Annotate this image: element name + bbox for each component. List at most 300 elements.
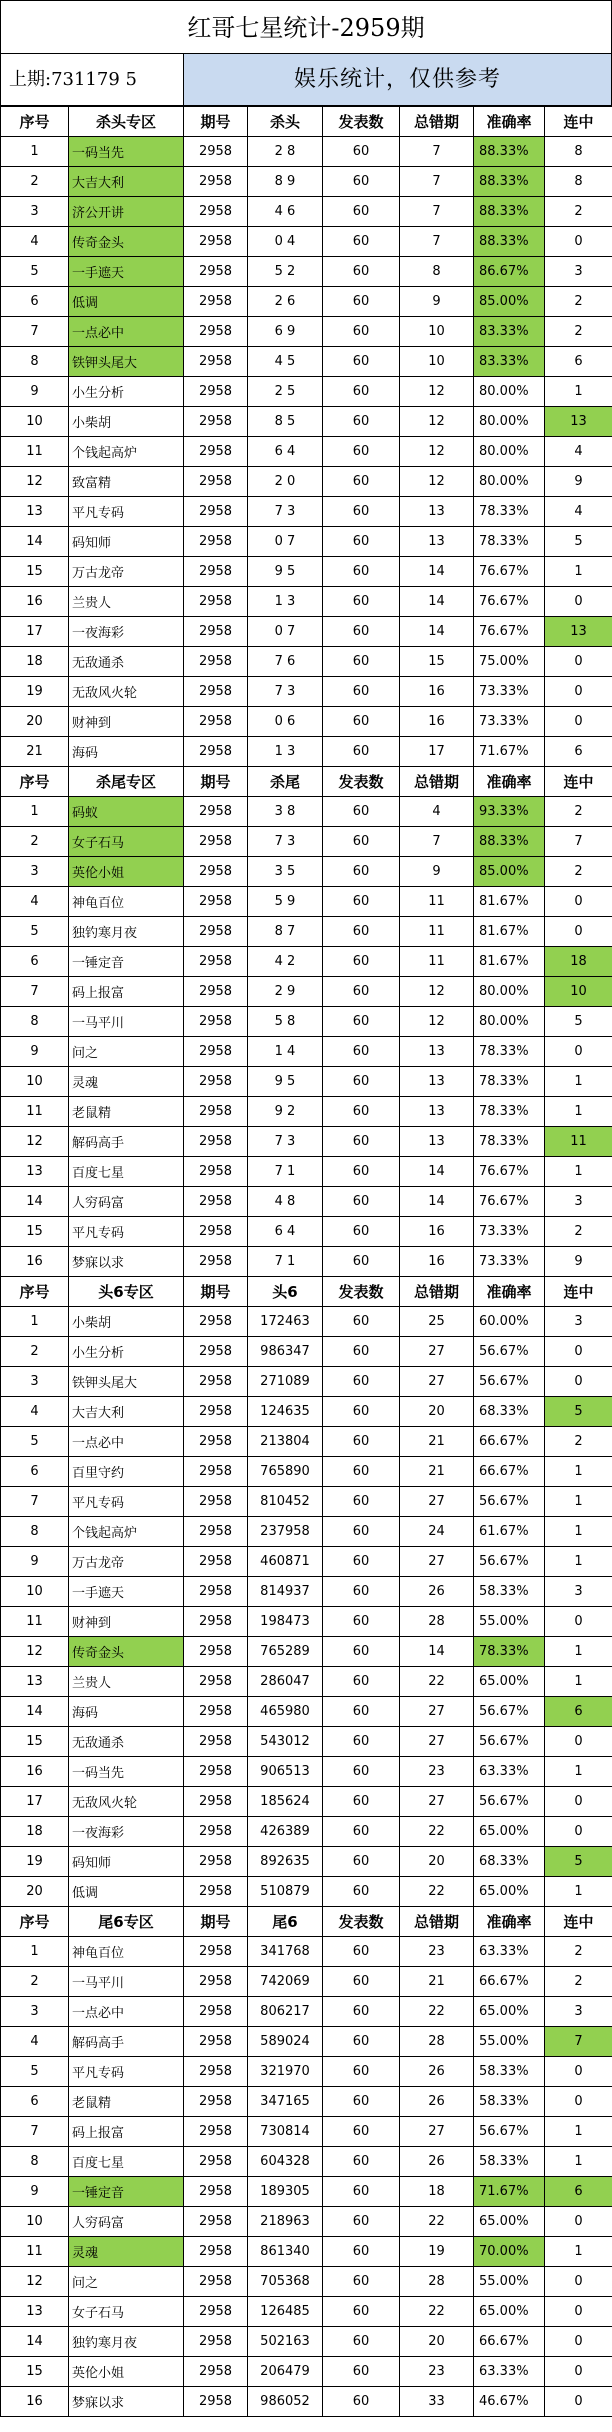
cell-errors: 4: [400, 797, 474, 827]
table-row: [1, 1847, 612, 1877]
cell-no: 9: [1, 2177, 69, 2207]
cell-period: 2958: [184, 257, 248, 287]
table-row: [1, 527, 612, 557]
table-row: [1, 617, 612, 647]
cell-no: 13: [1, 497, 69, 527]
table-row: [1, 917, 612, 947]
table-row: [1, 1637, 612, 1667]
cell-no: 11: [1, 437, 69, 467]
cell-errors: 10: [400, 347, 474, 377]
cell-no: 13: [1, 1667, 69, 1697]
cell-name: 码知师: [69, 1847, 184, 1877]
cell-no: 8: [1, 347, 69, 377]
cell-name: 济公开讲: [69, 197, 184, 227]
cell-count: 60: [323, 1967, 400, 1997]
table-row: [1, 1157, 612, 1187]
cell-count: 60: [323, 197, 400, 227]
cell-no: 16: [1, 587, 69, 617]
header-count: 发表数: [323, 107, 400, 137]
cell-accuracy: 55.00%: [474, 2027, 545, 2057]
cell-name: 灵魂: [69, 2237, 184, 2267]
cell-name: 大吉大利: [69, 167, 184, 197]
cell-errors: 11: [400, 947, 474, 977]
cell-errors: 26: [400, 2087, 474, 2117]
cell-period: 2958: [184, 1967, 248, 1997]
cell-no: 3: [1, 1367, 69, 1397]
header-value: 头6: [248, 1277, 323, 1307]
table-row: [1, 2207, 612, 2237]
cell-period: 2958: [184, 227, 248, 257]
table-row: [1, 1217, 612, 1247]
cell-errors: 7: [400, 137, 474, 167]
cell-period: 2958: [184, 527, 248, 557]
cell-accuracy: 81.67%: [474, 887, 545, 917]
header-streak: 连中: [545, 767, 612, 797]
cell-no: 2: [1, 1967, 69, 1997]
cell-count: 60: [323, 2147, 400, 2177]
cell-no: 12: [1, 1637, 69, 1667]
section-header-row: [1, 767, 612, 797]
cell-count: 60: [323, 137, 400, 167]
cell-accuracy: 58.33%: [474, 2147, 545, 2177]
header-accuracy: 准确率: [474, 1907, 545, 1937]
cell-name: 灵魂: [69, 1067, 184, 1097]
cell-name: 码蚁: [69, 797, 184, 827]
cell-count: 60: [323, 857, 400, 887]
cell-no: 10: [1, 1067, 69, 1097]
cell-accuracy: 65.00%: [474, 1817, 545, 1847]
cell-value: 5 8: [248, 1007, 323, 1037]
cell-count: 60: [323, 977, 400, 1007]
cell-period: 2958: [184, 1607, 248, 1637]
cell-count: 60: [323, 1157, 400, 1187]
cell-streak: 0: [545, 887, 612, 917]
cell-accuracy: 73.33%: [474, 677, 545, 707]
cell-count: 60: [323, 2087, 400, 2117]
cell-accuracy: 81.67%: [474, 947, 545, 977]
cell-streak: 1: [545, 1877, 612, 1907]
cell-errors: 21: [400, 1967, 474, 1997]
table-row: [1, 587, 612, 617]
cell-no: 3: [1, 197, 69, 227]
table-row: [1, 2237, 612, 2267]
cell-streak: 1: [545, 377, 612, 407]
cell-period: 2958: [184, 347, 248, 377]
cell-name: 无敌风火轮: [69, 677, 184, 707]
cell-errors: 27: [400, 1547, 474, 1577]
cell-period: 2958: [184, 1727, 248, 1757]
cell-errors: 13: [400, 1037, 474, 1067]
cell-streak: 6: [545, 1697, 612, 1727]
cell-errors: 8: [400, 257, 474, 287]
header-streak: 连中: [545, 1277, 612, 1307]
cell-name: 无敌通杀: [69, 647, 184, 677]
header-count: 发表数: [323, 767, 400, 797]
cell-accuracy: 61.67%: [474, 1517, 545, 1547]
cell-count: 60: [323, 1367, 400, 1397]
cell-errors: 18: [400, 2177, 474, 2207]
cell-errors: 27: [400, 1367, 474, 1397]
table-row: [1, 2297, 612, 2327]
cell-count: 60: [323, 1397, 400, 1427]
cell-accuracy: 46.67%: [474, 2387, 545, 2417]
cell-streak: 3: [545, 1577, 612, 1607]
cell-streak: 5: [545, 527, 612, 557]
cell-period: 2958: [184, 1847, 248, 1877]
table-row: [1, 677, 612, 707]
table-row: [1, 1097, 612, 1127]
cell-value: 124635: [248, 1397, 323, 1427]
table-row: [1, 707, 612, 737]
cell-name: 一码当先: [69, 1757, 184, 1787]
cell-streak: 0: [545, 227, 612, 257]
cell-count: 60: [323, 1787, 400, 1817]
cell-name: 一锤定音: [69, 947, 184, 977]
cell-no: 1: [1, 137, 69, 167]
cell-accuracy: 63.33%: [474, 1937, 545, 1967]
cell-count: 60: [323, 1487, 400, 1517]
cell-name: 百里守约: [69, 1457, 184, 1487]
cell-errors: 33: [400, 2387, 474, 2417]
cell-period: 2958: [184, 137, 248, 167]
cell-streak: 7: [545, 2027, 612, 2057]
table-row: [1, 167, 612, 197]
cell-accuracy: 56.67%: [474, 1547, 545, 1577]
cell-name: 女子石马: [69, 2297, 184, 2327]
cell-count: 60: [323, 1937, 400, 1967]
cell-value: 589024: [248, 2027, 323, 2057]
cell-count: 60: [323, 1337, 400, 1367]
cell-accuracy: 78.33%: [474, 1127, 545, 1157]
cell-count: 60: [323, 2327, 400, 2357]
cell-streak: 1: [545, 1457, 612, 1487]
disclaimer-banner: 娱乐统计，仅供参考: [184, 54, 611, 105]
cell-value: 126485: [248, 2297, 323, 2327]
cell-name: 万古龙帝: [69, 1547, 184, 1577]
cell-value: 7 3: [248, 827, 323, 857]
cell-period: 2958: [184, 1757, 248, 1787]
cell-count: 60: [323, 647, 400, 677]
cell-streak: 2: [545, 1937, 612, 1967]
cell-name: 一夜海彩: [69, 1817, 184, 1847]
cell-name: 海码: [69, 737, 184, 767]
cell-streak: 0: [545, 1727, 612, 1757]
cell-value: 1 3: [248, 587, 323, 617]
cell-streak: 6: [545, 347, 612, 377]
cell-no: 17: [1, 1787, 69, 1817]
cell-value: 730814: [248, 2117, 323, 2147]
cell-name: 一马平川: [69, 1007, 184, 1037]
cell-streak: 10: [545, 977, 612, 1007]
cell-period: 2958: [184, 2237, 248, 2267]
cell-accuracy: 55.00%: [474, 2267, 545, 2297]
cell-accuracy: 80.00%: [474, 1007, 545, 1037]
cell-name: 平凡专码: [69, 1487, 184, 1517]
cell-value: 7 3: [248, 497, 323, 527]
cell-accuracy: 65.00%: [474, 2297, 545, 2327]
cell-name: 财神到: [69, 1607, 184, 1637]
cell-streak: 4: [545, 497, 612, 527]
cell-errors: 20: [400, 1397, 474, 1427]
header-period: 期号: [184, 1907, 248, 1937]
header-zone: 杀头专区: [69, 107, 184, 137]
cell-errors: 12: [400, 467, 474, 497]
cell-period: 2958: [184, 2267, 248, 2297]
cell-no: 11: [1, 1097, 69, 1127]
cell-streak: 1: [545, 2117, 612, 2147]
cell-accuracy: 80.00%: [474, 467, 545, 497]
cell-period: 2958: [184, 1787, 248, 1817]
cell-accuracy: 58.33%: [474, 2087, 545, 2117]
cell-accuracy: 76.67%: [474, 617, 545, 647]
cell-value: 189305: [248, 2177, 323, 2207]
cell-value: 4 2: [248, 947, 323, 977]
cell-period: 2958: [184, 1817, 248, 1847]
cell-streak: 0: [545, 2267, 612, 2297]
cell-value: 814937: [248, 1577, 323, 1607]
cell-no: 2: [1, 167, 69, 197]
cell-name: 老鼠精: [69, 1097, 184, 1127]
table-row: [1, 2027, 612, 2057]
cell-streak: 1: [545, 1067, 612, 1097]
cell-name: 铁钾头尾大: [69, 347, 184, 377]
cell-count: 60: [323, 1577, 400, 1607]
cell-period: 2958: [184, 557, 248, 587]
cell-accuracy: 66.67%: [474, 2327, 545, 2357]
cell-period: 2958: [184, 1937, 248, 1967]
cell-errors: 15: [400, 647, 474, 677]
cell-no: 6: [1, 1457, 69, 1487]
cell-streak: 1: [545, 1517, 612, 1547]
cell-streak: 0: [545, 2057, 612, 2087]
cell-name: 一夜海彩: [69, 617, 184, 647]
cell-errors: 21: [400, 1427, 474, 1457]
cell-value: 465980: [248, 1697, 323, 1727]
cell-streak: 2: [545, 317, 612, 347]
cell-value: 0 6: [248, 707, 323, 737]
cell-period: 2958: [184, 1067, 248, 1097]
cell-name: 无敌通杀: [69, 1727, 184, 1757]
cell-name: 人穷码富: [69, 1187, 184, 1217]
table-row: [1, 1817, 612, 1847]
cell-count: 60: [323, 1517, 400, 1547]
cell-streak: 6: [545, 737, 612, 767]
cell-name: 无敌风火轮: [69, 1787, 184, 1817]
cell-accuracy: 73.33%: [474, 1217, 545, 1247]
cell-value: 6 4: [248, 1217, 323, 1247]
cell-count: 60: [323, 1697, 400, 1727]
cell-accuracy: 63.33%: [474, 1757, 545, 1787]
cell-errors: 14: [400, 587, 474, 617]
table-row: [1, 1997, 612, 2027]
table-row: [1, 2387, 612, 2417]
cell-streak: 0: [545, 677, 612, 707]
cell-no: 5: [1, 257, 69, 287]
cell-count: 60: [323, 1847, 400, 1877]
cell-no: 7: [1, 977, 69, 1007]
cell-count: 60: [323, 1637, 400, 1667]
cell-name: 独钓寒月夜: [69, 2327, 184, 2357]
cell-no: 8: [1, 1007, 69, 1037]
cell-streak: 3: [545, 1997, 612, 2027]
cell-value: 604328: [248, 2147, 323, 2177]
cell-errors: 22: [400, 1817, 474, 1847]
cell-streak: 3: [545, 1187, 612, 1217]
cell-period: 2958: [184, 437, 248, 467]
cell-value: 206479: [248, 2357, 323, 2387]
cell-value: 5 9: [248, 887, 323, 917]
cell-no: 5: [1, 2057, 69, 2087]
cell-accuracy: 83.33%: [474, 347, 545, 377]
cell-value: 7 3: [248, 677, 323, 707]
table-row: [1, 317, 612, 347]
cell-period: 2958: [184, 1397, 248, 1427]
cell-no: 5: [1, 1427, 69, 1457]
stats-table-body: [1, 107, 612, 2417]
cell-no: 7: [1, 2117, 69, 2147]
cell-errors: 28: [400, 1607, 474, 1637]
cell-no: 14: [1, 527, 69, 557]
table-row: [1, 1337, 612, 1367]
cell-period: 2958: [184, 2027, 248, 2057]
cell-count: 60: [323, 1457, 400, 1487]
cell-accuracy: 58.33%: [474, 1577, 545, 1607]
header-no: 序号: [1, 1907, 69, 1937]
cell-accuracy: 80.00%: [474, 437, 545, 467]
cell-no: 15: [1, 1217, 69, 1247]
cell-value: 0 7: [248, 617, 323, 647]
table-row: [1, 1247, 612, 1277]
cell-errors: 27: [400, 1727, 474, 1757]
cell-name: 万古龙帝: [69, 557, 184, 587]
cell-no: 3: [1, 857, 69, 887]
cell-no: 15: [1, 557, 69, 587]
cell-no: 12: [1, 2267, 69, 2297]
cell-streak: 1: [545, 1097, 612, 1127]
cell-name: 致富精: [69, 467, 184, 497]
table-row: [1, 1367, 612, 1397]
cell-accuracy: 88.33%: [474, 197, 545, 227]
cell-errors: 7: [400, 227, 474, 257]
cell-period: 2958: [184, 377, 248, 407]
cell-streak: 1: [545, 1487, 612, 1517]
table-row: [1, 1457, 612, 1487]
cell-accuracy: 78.33%: [474, 1037, 545, 1067]
cell-streak: 5: [545, 1847, 612, 1877]
cell-count: 60: [323, 1817, 400, 1847]
cell-no: 6: [1, 287, 69, 317]
cell-accuracy: 80.00%: [474, 977, 545, 1007]
table-row: [1, 1877, 612, 1907]
cell-count: 60: [323, 347, 400, 377]
cell-period: 2958: [184, 1487, 248, 1517]
header-value: 尾6: [248, 1907, 323, 1937]
header-period: 期号: [184, 767, 248, 797]
cell-name: 一码当先: [69, 137, 184, 167]
cell-streak: 4: [545, 437, 612, 467]
cell-count: 60: [323, 677, 400, 707]
cell-period: 2958: [184, 797, 248, 827]
cell-accuracy: 71.67%: [474, 2177, 545, 2207]
cell-period: 2958: [184, 2207, 248, 2237]
cell-streak: 2: [545, 1967, 612, 1997]
cell-errors: 9: [400, 857, 474, 887]
cell-no: 11: [1, 2237, 69, 2267]
table-row: [1, 1187, 612, 1217]
cell-count: 60: [323, 2237, 400, 2267]
cell-accuracy: 88.33%: [474, 827, 545, 857]
cell-period: 2958: [184, 2117, 248, 2147]
table-row: [1, 1937, 612, 1967]
cell-streak: 0: [545, 2327, 612, 2357]
cell-accuracy: 60.00%: [474, 1307, 545, 1337]
table-row: [1, 1667, 612, 1697]
cell-value: 4 6: [248, 197, 323, 227]
cell-errors: 16: [400, 1247, 474, 1277]
cell-streak: 0: [545, 1037, 612, 1067]
cell-value: 3 5: [248, 857, 323, 887]
cell-count: 60: [323, 887, 400, 917]
table-row: [1, 647, 612, 677]
cell-errors: 22: [400, 1877, 474, 1907]
table-row: [1, 347, 612, 377]
cell-streak: 0: [545, 1607, 612, 1637]
table-row: [1, 467, 612, 497]
cell-name: 一手遮天: [69, 1577, 184, 1607]
cell-count: 60: [323, 167, 400, 197]
cell-count: 60: [323, 737, 400, 767]
cell-count: 60: [323, 2057, 400, 2087]
cell-streak: 2: [545, 857, 612, 887]
cell-no: 16: [1, 1247, 69, 1277]
cell-name: 低调: [69, 1877, 184, 1907]
cell-name: 大吉大利: [69, 1397, 184, 1427]
cell-no: 1: [1, 797, 69, 827]
cell-accuracy: 66.67%: [474, 1967, 545, 1997]
table-row: [1, 797, 612, 827]
cell-errors: 16: [400, 707, 474, 737]
cell-streak: 11: [545, 1127, 612, 1157]
cell-period: 2958: [184, 1457, 248, 1487]
header-count: 发表数: [323, 1907, 400, 1937]
cell-period: 2958: [184, 1097, 248, 1127]
cell-period: 2958: [184, 2327, 248, 2357]
cell-value: 9 5: [248, 1067, 323, 1097]
cell-period: 2958: [184, 1547, 248, 1577]
cell-count: 60: [323, 2027, 400, 2057]
cell-count: 60: [323, 707, 400, 737]
cell-accuracy: 68.33%: [474, 1397, 545, 1427]
cell-count: 60: [323, 287, 400, 317]
cell-value: 1 3: [248, 737, 323, 767]
cell-name: 小柴胡: [69, 1307, 184, 1337]
header-no: 序号: [1, 767, 69, 797]
header-no: 序号: [1, 107, 69, 137]
header-zone: 头6专区: [69, 1277, 184, 1307]
cell-period: 2958: [184, 917, 248, 947]
cell-period: 2958: [184, 677, 248, 707]
cell-accuracy: 81.67%: [474, 917, 545, 947]
cell-value: 7 1: [248, 1157, 323, 1187]
cell-count: 60: [323, 1427, 400, 1457]
cell-value: 8 9: [248, 167, 323, 197]
cell-period: 2958: [184, 2357, 248, 2387]
cell-accuracy: 55.00%: [474, 1607, 545, 1637]
cell-no: 7: [1, 1487, 69, 1517]
table-row: [1, 1427, 612, 1457]
table-row: [1, 2267, 612, 2297]
header-no: 序号: [1, 1277, 69, 1307]
